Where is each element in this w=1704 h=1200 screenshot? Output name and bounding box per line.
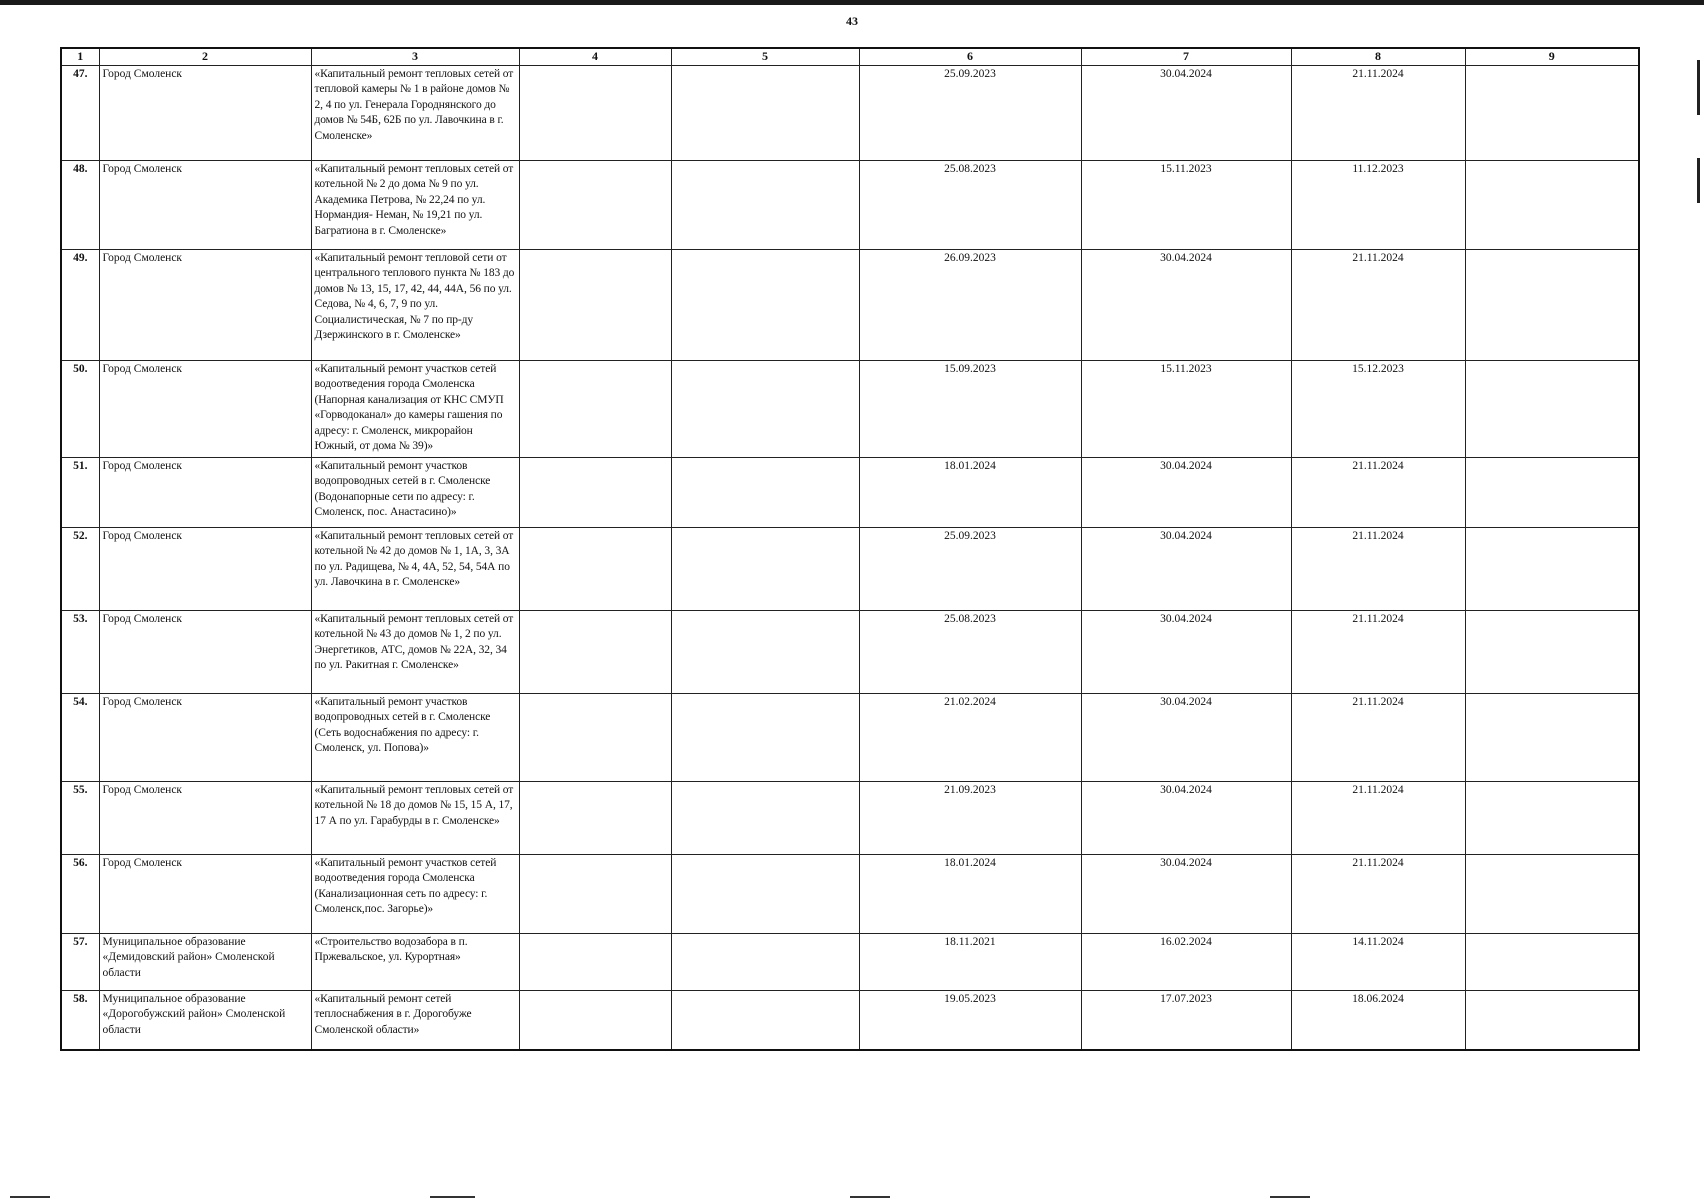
header-row <box>61 48 1639 65</box>
header-col-8: 8 <box>1291 48 1465 65</box>
row-number: 51. <box>61 457 99 527</box>
col-8-date-cell: 21.11.2024 <box>1291 781 1465 854</box>
table-row <box>61 160 1639 249</box>
header-col-2: 2 <box>99 48 311 65</box>
col-5-cell <box>671 693 859 781</box>
object-description-cell: «Строительство водозабора в п. Пржевальское, ул. Курортная» <box>311 933 519 990</box>
object-description-cell: «Капитальный ремонт сетей теплоснабжения в г. Дорогобуже Смоленской области» <box>311 990 519 1050</box>
row-number: 53. <box>61 610 99 693</box>
col-7-date-cell: 15.11.2023 <box>1081 160 1291 249</box>
col-6-date-cell: 18.11.2021 <box>859 933 1081 990</box>
municipality-cell: Город Смоленск <box>99 610 311 693</box>
col-6-date-cell: 25.08.2023 <box>859 610 1081 693</box>
col-6-date-cell: 26.09.2023 <box>859 249 1081 360</box>
col-8-date-cell: 21.11.2024 <box>1291 457 1465 527</box>
col-8-date-cell: 15.12.2023 <box>1291 360 1465 457</box>
col-4-cell <box>519 249 671 360</box>
object-description-cell: «Капитальный ремонт тепловых сетей от тепловой камеры № 1 в районе домов № 2, 4 по ул. Генерала Городнянского до домов № 54Б, 62Б по ул. Лавочкина в г. Смоленске» <box>311 65 519 160</box>
col-5-cell <box>671 527 859 610</box>
table-row <box>61 457 1639 527</box>
col-7-date-cell: 30.04.2024 <box>1081 457 1291 527</box>
col-5-cell <box>671 457 859 527</box>
col-7-date-cell: 30.04.2024 <box>1081 249 1291 360</box>
scan-bottom-mark <box>1270 1196 1310 1198</box>
header-col-1: 1 <box>61 48 99 65</box>
row-number: 49. <box>61 249 99 360</box>
col-9-cell <box>1465 249 1639 360</box>
municipality-cell: Муниципальное образование «Дорогобужский район» Смоленской области <box>99 990 311 1050</box>
col-9-cell <box>1465 610 1639 693</box>
col-8-date-cell: 21.11.2024 <box>1291 610 1465 693</box>
row-number: 48. <box>61 160 99 249</box>
col-7-date-cell: 30.04.2024 <box>1081 527 1291 610</box>
col-7-date-cell: 15.11.2023 <box>1081 360 1291 457</box>
municipality-cell: Город Смоленск <box>99 693 311 781</box>
municipality-cell: Город Смоленск <box>99 160 311 249</box>
col-4-cell <box>519 360 671 457</box>
col-4-cell <box>519 781 671 854</box>
col-5-cell <box>671 160 859 249</box>
col-7-date-cell: 30.04.2024 <box>1081 854 1291 933</box>
col-5-cell <box>671 360 859 457</box>
table-row <box>61 990 1639 1050</box>
object-description-cell: «Капитальный ремонт участков сетей водоотведения города Смоленска (Канализационная сеть по адресу: г. Смоленск,пос. Загорье)» <box>311 854 519 933</box>
municipality-cell: Муниципальное образование «Демидовский район» Смоленской области <box>99 933 311 990</box>
header-col-4: 4 <box>519 48 671 65</box>
col-9-cell <box>1465 781 1639 854</box>
table-row <box>61 854 1639 933</box>
col-9-cell <box>1465 990 1639 1050</box>
col-6-date-cell: 25.08.2023 <box>859 160 1081 249</box>
scan-bottom-mark <box>10 1196 50 1198</box>
municipality-cell: Город Смоленск <box>99 781 311 854</box>
col-4-cell <box>519 65 671 160</box>
col-8-date-cell: 18.06.2024 <box>1291 990 1465 1050</box>
row-number: 50. <box>61 360 99 457</box>
col-8-date-cell: 21.11.2024 <box>1291 65 1465 160</box>
table-row <box>61 933 1639 990</box>
table-row <box>61 360 1639 457</box>
col-7-date-cell: 17.07.2023 <box>1081 990 1291 1050</box>
col-6-date-cell: 25.09.2023 <box>859 65 1081 160</box>
col-5-cell <box>671 65 859 160</box>
col-5-cell <box>671 990 859 1050</box>
col-9-cell <box>1465 457 1639 527</box>
table-row <box>61 65 1639 160</box>
col-4-cell <box>519 854 671 933</box>
col-9-cell <box>1465 693 1639 781</box>
col-6-date-cell: 18.01.2024 <box>859 854 1081 933</box>
municipality-cell: Город Смоленск <box>99 527 311 610</box>
col-8-date-cell: 14.11.2024 <box>1291 933 1465 990</box>
col-4-cell <box>519 933 671 990</box>
col-7-date-cell: 30.04.2024 <box>1081 781 1291 854</box>
col-9-cell <box>1465 65 1639 160</box>
col-5-cell <box>671 249 859 360</box>
col-8-date-cell: 21.11.2024 <box>1291 527 1465 610</box>
col-7-date-cell: 30.04.2024 <box>1081 693 1291 781</box>
object-description-cell: «Капитальный ремонт тепловых сетей от котельной № 18 до домов № 15, 15 А, 17, 17 А по ул. Гарабурды в г. Смоленске» <box>311 781 519 854</box>
col-4-cell <box>519 693 671 781</box>
col-8-date-cell: 21.11.2024 <box>1291 249 1465 360</box>
scan-bottom-mark <box>850 1196 890 1198</box>
col-6-date-cell: 25.09.2023 <box>859 527 1081 610</box>
col-7-date-cell: 30.04.2024 <box>1081 65 1291 160</box>
col-7-date-cell: 30.04.2024 <box>1081 610 1291 693</box>
row-number: 54. <box>61 693 99 781</box>
municipality-cell: Город Смоленск <box>99 249 311 360</box>
col-9-cell <box>1465 527 1639 610</box>
row-number: 57. <box>61 933 99 990</box>
object-description-cell: «Капитальный ремонт участков водопроводных сетей в г. Смоленске (Сеть водоснабжения по адресу: г. Смоленск, ул. Попова)» <box>311 693 519 781</box>
col-8-date-cell: 21.11.2024 <box>1291 854 1465 933</box>
top-border-rule <box>0 0 1704 5</box>
object-description-cell: «Капитальный ремонт тепловых сетей от котельной № 42 до домов № 1, 1А, 3, 3А по ул. Радищева, № 4, 4А, 52, 54, 54А по ул. Лавочкина в г. Смоленске» <box>311 527 519 610</box>
object-description-cell: «Капитальный ремонт тепловых сетей от котельной № 43 до домов № 1, 2 по ул. Энергетиков, АТС, домов № 22А, 32, 34 по ул. Ракитная г. Смоленске» <box>311 610 519 693</box>
header-col-9: 9 <box>1465 48 1639 65</box>
col-9-cell <box>1465 933 1639 990</box>
table-row <box>61 527 1639 610</box>
table-row <box>61 781 1639 854</box>
col-4-cell <box>519 457 671 527</box>
col-5-cell <box>671 854 859 933</box>
col-5-cell <box>671 781 859 854</box>
table-row <box>61 693 1639 781</box>
row-number: 56. <box>61 854 99 933</box>
row-number: 47. <box>61 65 99 160</box>
col-7-date-cell: 16.02.2024 <box>1081 933 1291 990</box>
projects-table <box>60 47 1640 1051</box>
page-number: 43 <box>846 14 858 28</box>
municipality-cell: Город Смоленск <box>99 360 311 457</box>
col-9-cell <box>1465 854 1639 933</box>
object-description-cell: «Капитальный ремонт тепловых сетей от котельной № 2 до дома № 9 по ул. Академика Петрова, № 22,24 по ул. Нормандия- Неман, № 19,21 по ул. Багратиона в г. Смоленске» <box>311 160 519 249</box>
col-6-date-cell: 19.05.2023 <box>859 990 1081 1050</box>
col-4-cell <box>519 990 671 1050</box>
header-col-5: 5 <box>671 48 859 65</box>
header-col-3: 3 <box>311 48 519 65</box>
scan-edge-mark <box>1697 158 1700 203</box>
scan-edge-mark <box>1697 60 1700 115</box>
row-number: 55. <box>61 781 99 854</box>
header-col-7: 7 <box>1081 48 1291 65</box>
col-8-date-cell: 21.11.2024 <box>1291 693 1465 781</box>
col-9-cell <box>1465 160 1639 249</box>
municipality-cell: Город Смоленск <box>99 854 311 933</box>
col-4-cell <box>519 160 671 249</box>
row-number: 58. <box>61 990 99 1050</box>
col-5-cell <box>671 610 859 693</box>
object-description-cell: «Капитальный ремонт участков сетей водоотведения города Смоленска (Напорная канализация от КНС СМУП «Горводоканал» до камеры гашения по адресу: г. Смоленск, микрорайон Южный, от дома № 39)» <box>311 360 519 457</box>
row-number: 52. <box>61 527 99 610</box>
col-4-cell <box>519 527 671 610</box>
col-4-cell <box>519 610 671 693</box>
table-row <box>61 610 1639 693</box>
col-6-date-cell: 21.09.2023 <box>859 781 1081 854</box>
header-col-6: 6 <box>859 48 1081 65</box>
col-6-date-cell: 15.09.2023 <box>859 360 1081 457</box>
table-row <box>61 249 1639 360</box>
col-9-cell <box>1465 360 1639 457</box>
scan-bottom-mark <box>430 1196 475 1198</box>
object-description-cell: «Капитальный ремонт участков водопроводных сетей в г. Смоленске (Водонапорные сети по адресу: г. Смоленск, пос. Анастасино)» <box>311 457 519 527</box>
col-6-date-cell: 18.01.2024 <box>859 457 1081 527</box>
col-6-date-cell: 21.02.2024 <box>859 693 1081 781</box>
object-description-cell: «Капитальный ремонт тепловой сети от центрального теплового пункта № 183 до домов № 13, 15, 17, 42, 44, 44А, 56 по ул. Седова, № 4, 6, 7, 9 по ул. Социалистическая, № 7 по пр-ду Дзержинского в г. Смоленске» <box>311 249 519 360</box>
col-8-date-cell: 11.12.2023 <box>1291 160 1465 249</box>
municipality-cell: Город Смоленск <box>99 65 311 160</box>
col-5-cell <box>671 933 859 990</box>
municipality-cell: Город Смоленск <box>99 457 311 527</box>
